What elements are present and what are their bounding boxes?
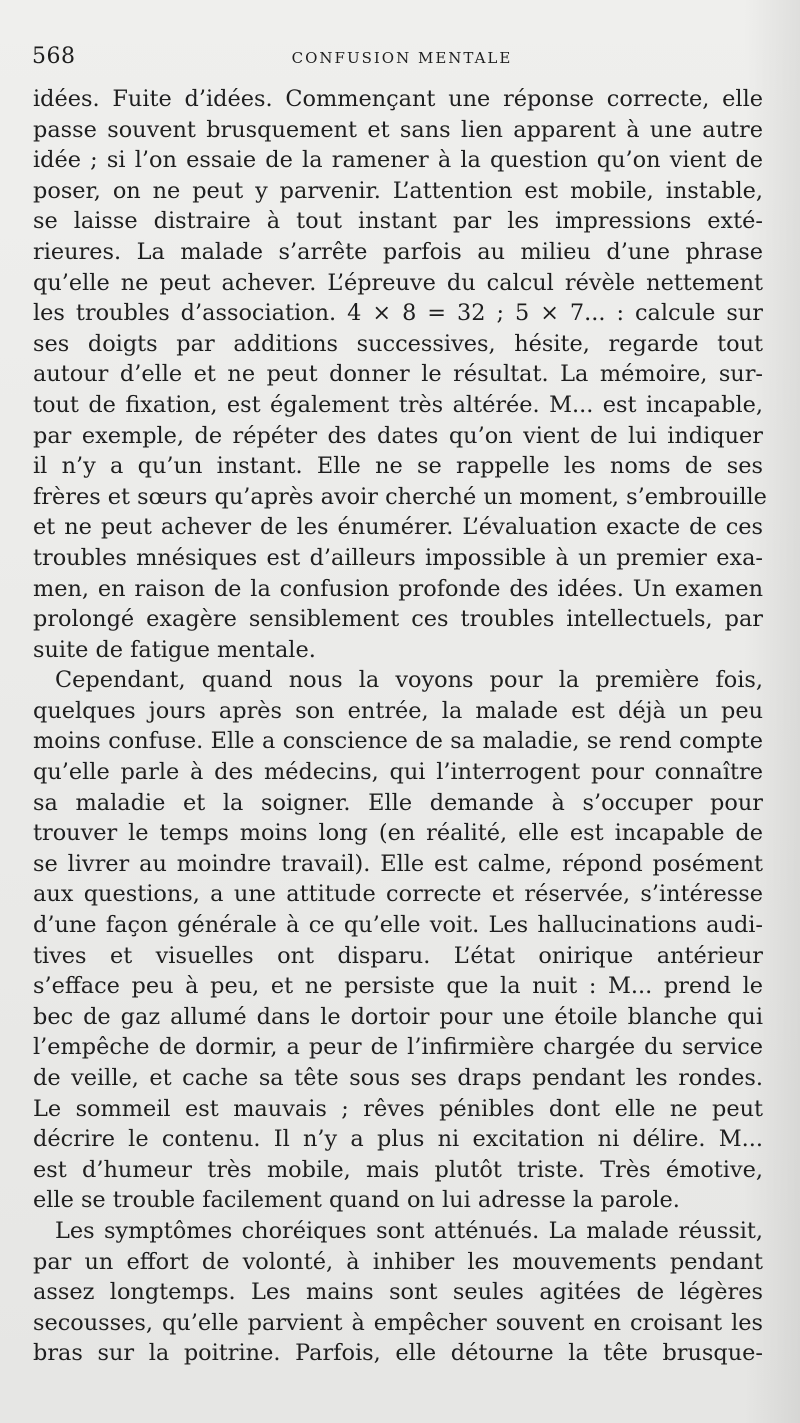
paragraph-start-line: Les symptômes choréiques sont atténués. La malade réussit, xyxy=(55,1217,763,1244)
text-line: secousses, qu’elle parvient à empêcher souvent en croisant les xyxy=(33,1309,763,1336)
paragraph-end-line: suite de fatigue mentale. xyxy=(33,636,316,663)
text-line: trouver le temps moins long (en réalité, elle est incapable de xyxy=(33,820,763,847)
text-line: l’empêche de dormir, a peur de l’infirmière chargée du service xyxy=(33,1034,763,1061)
text-line: d’une façon générale à ce qu’elle voit. Les hallucinations audi- xyxy=(33,912,763,939)
text-line: aux questions, a une attitude correcte et réservée, s’intéresse xyxy=(33,881,763,908)
text-line: sa maladie et la soigner. Elle demande à s’occuper pour xyxy=(33,789,763,816)
text-line: il n’y a qu’un instant. Elle ne se rappelle les noms de ses xyxy=(33,453,763,480)
text-line: est d’humeur très mobile, mais plutôt triste. Très émotive, xyxy=(33,1156,763,1183)
text-line: qu’elle ne peut achever. L’épreuve du calcul révèle nettement xyxy=(33,269,763,296)
paragraph-start-line: Cependant, quand nous la voyons pour la première fois, xyxy=(55,667,763,694)
text-line: prolongé exagère sensiblement ces troubles intellectuels, par xyxy=(33,606,763,633)
text-line: men, en raison de la confusion profonde des idées. Un examen xyxy=(33,575,763,602)
text-line: tives et visuelles ont disparu. L’état onirique antérieur xyxy=(33,942,763,969)
text-line: bras sur la poitrine. Parfois, elle détourne la tête brusque- xyxy=(33,1340,763,1367)
text-line: rieures. La malade s’arrête parfois au milieu d’une phrase xyxy=(33,238,763,265)
text-line: et ne peut achever de les énumérer. L’évaluation exacte de ces xyxy=(33,514,763,541)
paragraph-end-line: elle se trouble facilement quand on lui adresse la parole. xyxy=(33,1187,680,1214)
text-line: tout de fixation, est également très altérée. M... est incapable, xyxy=(33,391,763,418)
text-line: par un effort de volonté, à inhiber les mouvements pendant xyxy=(33,1248,763,1275)
text-line: passe souvent brusquement et sans lien apparent à une autre xyxy=(33,116,763,143)
text-line: quelques jours après son entrée, la malade est déjà un peu xyxy=(33,697,763,724)
body-text xyxy=(33,84,767,1369)
text-line: autour d’elle et ne peut donner le résultat. La mémoire, sur- xyxy=(33,361,763,388)
running-head: CONFUSION MENTALE xyxy=(291,49,513,67)
text-line: ses doigts par additions successives, hésite, regarde tout xyxy=(33,330,763,357)
text-line: par exemple, de répéter des dates qu’on vient de lui indiquer xyxy=(33,422,763,449)
text-line: poser, on ne peut y parvenir. L’attention est mobile, instable, xyxy=(33,177,763,204)
text-line: idées. Fuite d’idées. Commençant une réponse correcte, elle xyxy=(33,86,763,112)
text-line: se livrer au moindre travail). Elle est calme, répond posément xyxy=(33,850,763,877)
text-line: les troubles d’association. 4 × 8 = 32 ; 5 × 7... : calcule sur xyxy=(33,300,763,327)
text-line: frères et sœurs qu’après avoir cherché un moment, s’embrouille xyxy=(33,483,767,510)
page-number: 568 xyxy=(32,44,76,69)
text-line: de veille, et cache sa tête sous ses draps pendant les rondes. xyxy=(33,1065,763,1091)
text-line: se laisse distraire à tout instant par les impressions exté- xyxy=(33,208,763,235)
text-line: troubles mnésiques est d’ailleurs impossible à un premier exa- xyxy=(33,544,763,571)
text-line: moins confuse. Elle a conscience de sa maladie, se rend compte xyxy=(33,728,763,755)
text-line: idée ; si l’on essaie de la ramener à la question qu’on vient de xyxy=(33,147,763,174)
text-line: Le sommeil est mauvais ; rêves pénibles dont elle ne peut xyxy=(33,1095,763,1122)
text-line: bec de gaz allumé dans le dortoir pour une étoile blanche qui xyxy=(33,1003,763,1030)
page-header xyxy=(32,44,772,74)
text-line: s’efface peu à peu, et ne persiste que la nuit : M... prend le xyxy=(33,973,763,1000)
text-line: qu’elle parle à des médecins, qui l’interrogent pour connaître xyxy=(33,759,763,786)
text-line: décrire le contenu. Il n’y a plus ni excitation ni délire. M... xyxy=(33,1126,763,1153)
text-line: assez longtemps. Les mains sont seules agitées de légères xyxy=(33,1279,763,1306)
